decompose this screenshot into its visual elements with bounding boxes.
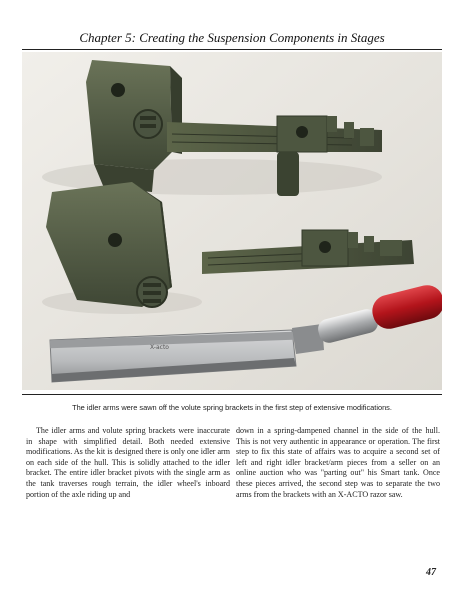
figure-caption: The idler arms were sawn off the volute spring brackets in the first step of extensive modifications. (72, 403, 392, 412)
figure-rule (22, 394, 442, 395)
body-column-right: down in a spring-dampened channel in the side of the hull. This is not very authentic in appearance or operation. The first step to fix this state of affairs was to acquire a second set of left and right idler bracket/arm pieces from a seller on an online auction who was "parting out" his Smart tank. Once these pieces arrived, the second step was to separate the two arms from the brackets with an X-ACTO razor saw. (236, 426, 440, 499)
page-number: 47 (426, 567, 436, 578)
saw-brand-text: X-acto (150, 344, 169, 351)
body-column-left: The idler arms and volute spring brackets were inaccurate in shape with simplified detail. Both needed extensive modifications. As the kit is designed there is only one idler arm on each side of the hull. This is solidly attached to the idler bracket. The entire idler bracket pivots with the single arm as the tank traverses rough terrain, the idler wheel's inboard portion of the axle riding up and (26, 426, 230, 499)
figure-photo (22, 52, 442, 390)
header-rule (22, 49, 442, 50)
model-parts-photo (22, 52, 442, 390)
chapter-header: Chapter 5: Creating the Suspension Components in Stages (79, 30, 385, 45)
